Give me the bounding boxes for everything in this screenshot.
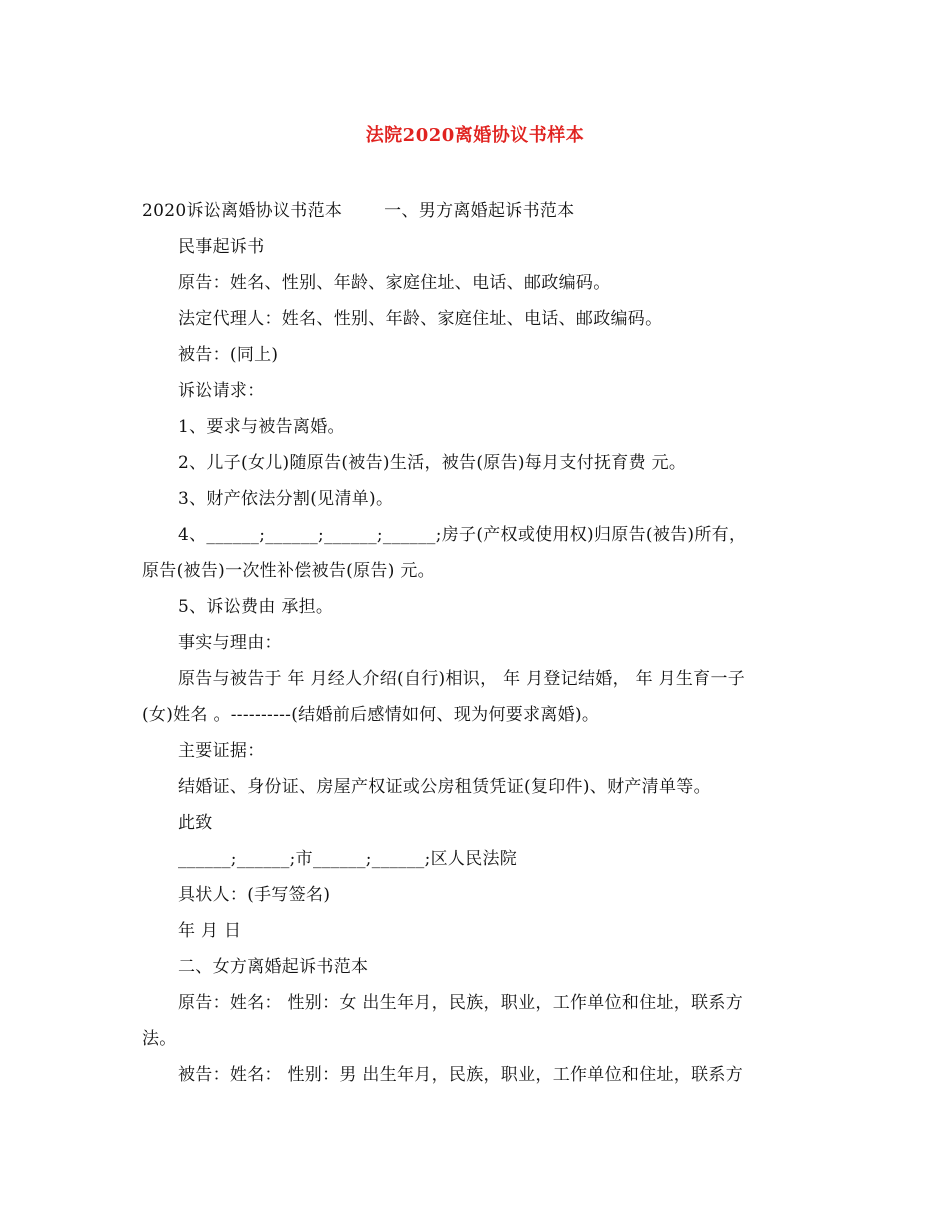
- claims-heading: 诉讼请求：: [178, 381, 265, 401]
- section-2-heading: 二、女方离婚起诉书范本: [178, 957, 369, 977]
- facts-line-2: (女)姓名 。----------(结婚前后感情如何、现为何要求离婚)。: [142, 705, 600, 725]
- legal-representative-info: 法定代理人：姓名、性别、年龄、家庭住址、电话、邮政编码。: [178, 309, 663, 329]
- claim-4-line-2: 原告(被告)一次性补偿被告(原告) 元。: [142, 561, 435, 581]
- facts-line-1: 原告与被告于 年 月经人介绍(自行)相识， 年 月登记结婚， 年 月生育一子: [178, 669, 746, 689]
- claim-3: 3、财产依法分割(见清单)。: [178, 489, 394, 509]
- heading-left: 2020诉讼离婚协议书范本: [142, 201, 343, 221]
- defendant-2-line-1: 被告：姓名： 性别：男 出生年月，民族，职业，工作单位和住址，联系方: [178, 1065, 744, 1085]
- heading-right: 一、男方离婚起诉书范本: [384, 201, 575, 221]
- document-body: [142, 193, 802, 1093]
- signature-line: 具状人：(手写签名): [178, 885, 331, 905]
- claim-4-line-1: 4、______;______;______;______;房子(产权或使用权)归原告(被告)所有，: [178, 525, 747, 545]
- defendant-info: 被告：(同上): [178, 345, 279, 365]
- court-address: ______;______;市______;______;区人民法院: [178, 849, 518, 869]
- facts-heading: 事实与理由：: [178, 633, 282, 653]
- heading-line: [142, 193, 802, 229]
- claim-2: 2、儿子(女儿)随原告(被告)生活，被告(原告)每月支付抚育费 元。: [178, 453, 687, 473]
- date-line: 年 月 日: [178, 921, 242, 941]
- plaintiff-2-line-2: 法。: [142, 1029, 177, 1049]
- complaint-title: 民事起诉书: [178, 237, 265, 257]
- plaintiff-info: 原告：姓名、性别、年龄、家庭住址、电话、邮政编码。: [178, 273, 611, 293]
- salutation: 此致: [178, 813, 213, 833]
- plaintiff-2-line-1: 原告：姓名： 性别：女 出生年月，民族，职业，工作单位和住址，联系方: [178, 993, 744, 1013]
- claim-1: 1、要求与被告离婚。: [178, 417, 345, 437]
- document-title: 法院2020离婚协议书样本: [365, 125, 585, 146]
- evidence-heading: 主要证据：: [178, 741, 265, 761]
- evidence-list: 结婚证、身份证、房屋产权证或公房租赁凭证(复印件)、财产清单等。: [178, 777, 711, 797]
- claim-5: 5、诉讼费由 承担。: [178, 597, 334, 617]
